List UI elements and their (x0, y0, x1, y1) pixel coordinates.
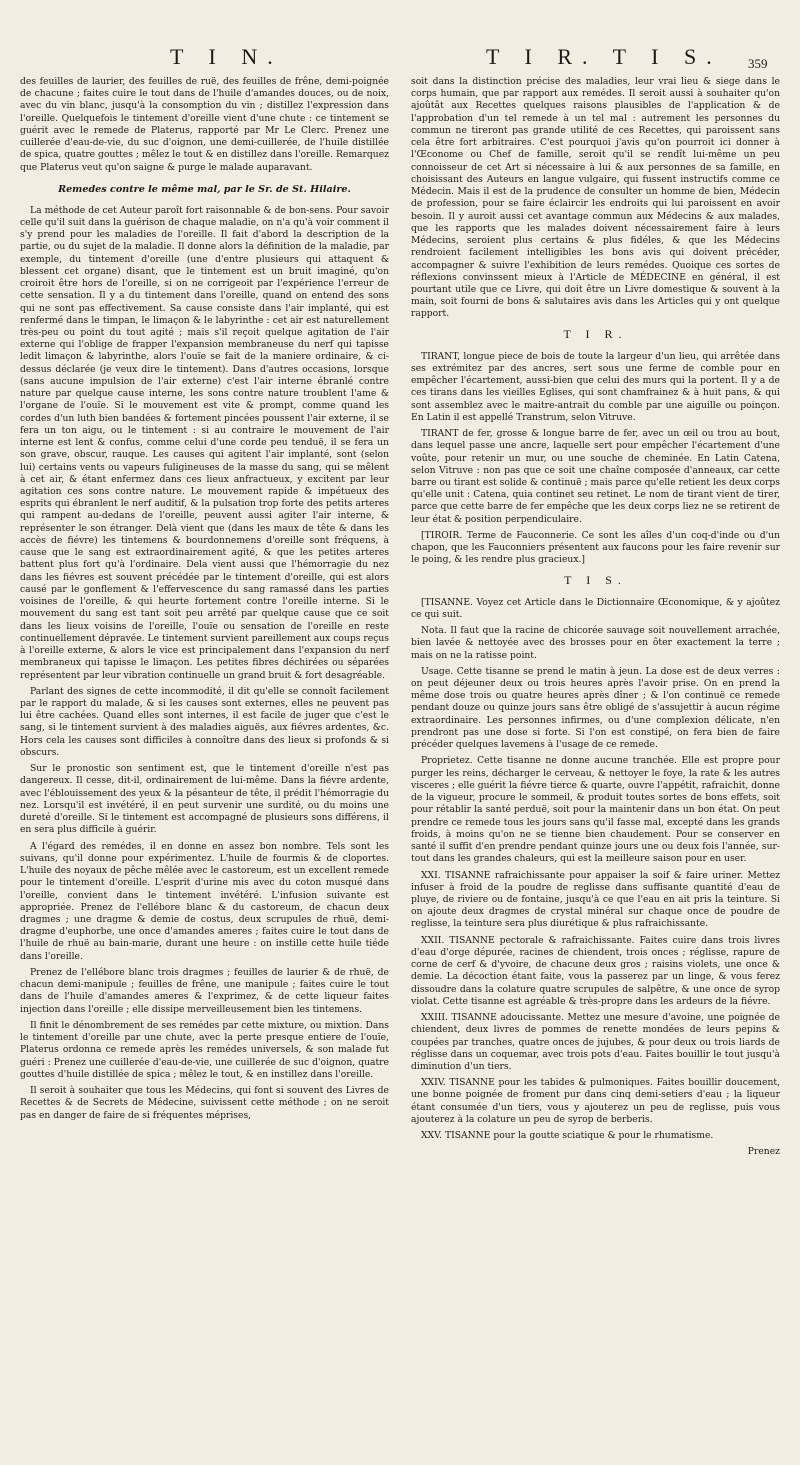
recipe-xxiii: XXIII. TISANNE adoucissante. Mettez une mesure d'avoine, une poignée de chiendent, deux livres de pommes de renette mondées de leurs pepins & coupées par tranches, quatre onces de jujubes, & pour deux ou trois liards de réglisse dans un coquemar, avec trois pots d'eau. Faites bouillir le tout jusqu'à diminution d'un tiers. (411, 1012, 780, 1073)
paragraph: La méthode de cet Auteur paroît fort raisonnable & de bon-sens. Pour savoir celle qu'il suit dans la guérison de chaque maladie, on n'a qu'à voir comment il s'y prend pour les maladies de l'oreille. Il fait d'abord la description de la partie, ou du sujet de la maladie. Il donne alors la définition de la maladie, par exemple, du tintement d'oreille (une d'entre plusieurs qui attaquent & blessent cet organe) disant, que le tintement est un bruit imaginé, qu'on croiroit être hors de l'oreille, si on ne corrigeoit par l'expérience l'erreur de cette sensation. Il y a du tintement dans l'oreille, quand on entend des sons qui ne sont pas effectivement. Sa cause consiste dans l'air implanté, qui est renfermé dans le timpan, le limaçon & le labyrinthe : cet air est naturellement très-peu ou point du tout agité ; mais s'il reçoit quelque agitation de l'air externe qui l'oblige de frapper l'expansion membraneuse du nerf qui tapisse ledit limaçon & labyrinthe, alors l'ouïe se fait de la maniere ordinaire, & ci-dessus déclarée (je veux dire le tintement). Dans d'autres occasions, lorsque (sans aucune impulsion de l'air externe) c'est l'air interne ébranlé contre nature par quelque cause interne, les sons contre nature troublent l'ame & l'organe de l'ouïe. Si le mouvement est vite & prompt, comme quand les cordes d'un luth bien bandées & fortement pincées poussent l'air externe, il se fera un ton aigu, ou le tintement : si au contraire le mouvement de l'air interne est lent & confus, comme celui d'une corde peu tenduë, il se fera un son grave, obscur, rauque. Les causes qui agitent l'air implanté, sont (selon lui) certains vents ou vapeurs fuligineuses de la masse du sang, qui se mêlent à cet air, & étant enfermez dans ces lieux anfractueux, y excitent par leur agitation ces sons contre nature. Le mouvement rapide & impétueux des esprits qui ébranlent le nerf auditif, & la pulsation trop forte des petits arteres qui rampent au-dedans de l'oreille, peuvent aussi agiter l'air interne, & représenter le son étranger. Delà vient que (dans les maux de tête & dans les accès de fiévre) les tintemens & bourdonnemens d'oreille sont fréquens, à cause que le sang est extraordinairement agité, & que les petites arteres battent plus fort qu'à l'ordinaire. Dela vient aussi que l'hémorragie du nez dans les fiévres est souvent précédée par le tintement d'oreille, qui est alors causé par le gonflement & l'effervescence du sang ramassé dans les parties voisines de l'oreille, & qui heurte fortement contre l'oreille interne. Si le mouvement du sang est tant soit peu arrêté par quelque cause que ce soit dans les lieux voisins de l'oreille, l'ouïe ou sensation de l'oreille en reste continuellement dépravée. Le tintement survient pareillement aux coups reçus à l'oreille externe, & alors le vice est principalement dans l'expansion du nerf membraneux qui tapisse le limaçon. Les petites fibres déchirées ou séparées représentent par leur vibration continuelle un grand bruit & fort desagréable. (20, 204, 389, 681)
recipe-xxii: XXII. TISANNE pectorale & rafraichissante. Faites cuire dans trois livres d'eau d'orge dépurée, racines de chiendent, trois onces ; réglisse, rapure de corne de cerf & d'yvoire, de chacune deux gros ; raisins violets, une once & demie. La décoction étant faite, vous la passerez par un linge, & vous ferez dissoudre dans la colature quatre scrupules de salpêtre, & une once de syrop violat. Cette tisanne est agréable & très-propre dans les ardeurs de la fiévre. (411, 934, 780, 1007)
recipe-xxv: XXV. TISANNE pour la goutte sciatique & pour le rhumatisme. (421, 1130, 714, 1142)
paragraph: Sur le pronostic son sentiment est, que le tintement d'oreille n'est pas dangereux. Il cesse, dit-il, ordinairement de lui-même. Dans la fiévre ardente, avec l'éblouissement des yeux & la pésanteur de tête, il prédit l'hémorragie du nez. Lorsqu'il est invétéré, il en peut survenir une surdité, ou du moins une dureté d'oreille. Si le tintement est accompagné de plusieurs sons différens, il en sera plus difficile à guérir. (20, 763, 389, 836)
properties-paragraph: Proprietez. Cette tisanne ne donne aucune tranchée. Elle est propre pour purger les reins, décharger le cerveau, & nettoyer le foye, la rate & les autres visceres ; elle guérit la fiévre tierce & quarte, ouvre l'appétit, rafraichit, donne de la vigueur, procure le sommeil, & produit toutes sortes de bons effets, soit pour rétablir la santé perduë, soit pour la maintenir dans un bon état. On peut prendre ce remede tous les jours sans qu'il fasse mal, excepté dans les grands froids, à moins qu'on ne se tienne bien chaudement. Pour se conserver en santé il suffit d'en prendre pendant quinze jours une ou deux fois l'année, sur-tout dans les grandes chaleurs, qui est la meilleure saison pour en user. (411, 755, 780, 865)
entry-tisanne: [TISANNE. Voyez cet Article dans le Dictionnaire Œconomique, & y ajoûtez ce qui suit. (411, 596, 780, 620)
text-columns (20, 76, 780, 1159)
entry-tirant: TIRANT, longue piece de bois de toute la largeur d'un lieu, qui arrêtée dans ses extrémitez par des ancres, sert sous une ferme de comble pour en empêcher l'écartement, aussi-bien que celui des murs qui la portent. Il y a de ces tirans dans les vieilles Eglises, qui sont chamfrainez & à huit pans, & qui sont assemblez avec le maitre-antrait du comble par une aiguille ou poinçon. En Latin il est appellé Transtrum, selon Vitruve. (411, 350, 780, 423)
paragraph: A l'égard des remédes, il en donne en assez bon nombre. Tels sont les suivans, qu'il donne pour expérimentez. L'huile de fourmis & de cloportes. L'huile des noyaux de pêche mêlée avec le castoreum, est un excellent remede pour le tintement d'oreille. L'esprit d'urine mis avec du coton musqué dans l'oreille, convient dans le tintement invétéré. L'infusion suivante est appropriée. Prenez de l'ellébore blanc & du castoreum, de chacun deux dragmes ; une dragme & demie de costus, deux scrupules de rhuë, demi-dragme d'euphorbe, une once d'amandes ameres ; faites cuire le tout dans de l'huile de rhuë au bain-marie, durant une heure : on instille cette huile tiéde dans l'oreille. (20, 840, 389, 962)
page-number: 359 (748, 56, 768, 71)
entry-tiroir: [TIROIR. Terme de Fauconnerie. Ce sont les aîles d'un coq-d'inde ou d'un chapon, que les Fauconniers présentent aux faucons pour les faire revenir sur le poing, & les rendre plus gracieux.] (411, 529, 780, 566)
running-head-right: T I R. T I S. (486, 44, 722, 69)
recipe-xxi: XXI. TISANNE rafraichissante pour appaiser la soif & faire uriner. Mettez infuser à froid de la poudre de reglisse dans suffisante quantité d'eau de pluye, de riviere ou de fontaine, jusqu'à ce que l'eau en ait pris la teinture. Si on ajoute deux dragmes de crystal minéral sur chaque once de poudre de reglisse, la teinture sera plus diurétique & plus rafraichissante. (411, 869, 780, 930)
paragraph: Il seroit à souhaiter que tous les Médecins, qui font si souvent des Livres de Recettes & de Secrets de Médecine, suivissent cette méthode ; on ne seroit pas en danger de faire de si fréquentes méprises, (20, 1085, 389, 1121)
left-column (20, 76, 389, 1159)
paragraph: des feuilles de laurier, des feuilles de ruë, des feuilles de frêne, demi-poignée de chacune ; faites cuire le tout dans de l'huile d'amandes douces, ou de noix, avec du vin blanc, jusqu'à la consomption du vin ; distillez l'expression dans l'oreille. Quelquefois le tintement d'oreille vient d'une chute : ce tintement se guérit avec le remede de Platerus, rapporté par Mr Le Clerc. Prenez une cuillerée d'eau-de-vie, du suc d'oignon, une demi-cuillerée, de l'huile distillée de spica, quatre gouttes ; mêlez le tout & en distillez dans l'oreille. Remarquez que Platerus veut qu'on saigne & purge le malade auparavant. (20, 76, 389, 173)
recipe-xxiv: XXIV. TISANNE pour les tabides & pulmoniques. Faites bouillir doucement, une bonne poignée de froment pur dans cinq demi-setiers d'eau ; la liqueur étant consumée d'un tiers, vous y ajouterez un peu de reglisse, puis vous ajouterez à la colature un peu de syrop de berberis. (411, 1077, 780, 1125)
section-heading-tir: T I R. (563, 326, 628, 341)
paragraph: Prenez de l'ellébore blanc trois dragmes ; feuilles de laurier & de rhuë, de chacun demi-manipule ; feuilles de frêne, une manipule ; faites cuire le tout dans de l'huile d'amandes ameres & l'exprimez, & de cette liqueur faites injection dans l'oreille ; elle dissipe merveilleusement bien les tintemens. (20, 966, 389, 1015)
entry-tirant-de-fer: TIRANT de fer, grosse & longue barre de fer, avec un œil ou trou au bout, dans lequel passe une ancre, laquelle sert pour empêcher l'écartement d'une voûte, pour retenir un mur, ou une souche de cheminée. En Latin Catena, selon Vitruve : non pas que ce soit une chaîne composée d'anneaux, car cette barre ou tirant est solide & continuë ; mais parce qu'elle retient les deux corps qu'elle unit : Catena, quia continet seu retinet. Le nom de tirant vient de tirer, parce que cette barre de fer empêche que les deux corps liez ne se retirent de leur état & position perpendiculaire. (411, 428, 781, 525)
usage-paragraph: Usage. Cette tisanne se prend le matin à jeun. La dose est de deux verres : on peut déjeuner deux ou trois heures après l'avoir prise. On en prend la même dose trois ou quatre heures après dîner ; & l'on continuë ce remede pendant douze ou quinze jours sans être obligé de s'assujettir à aucun régime extraordinaire. Les personnes infirmes, ou d'une complexion délicate, n'en prendront pas une dose si forte. Si l'on est constipé, on fera bien de faire précéder quelques lavemens à l'usage de ce remede. (411, 665, 780, 751)
paragraph: Il finit le dénombrement de ses remédes par cette mixture, ou mixtion. Dans le tintement d'oreille par une chute, avec la perte presque entiere de l'ouïe, Platerus ordonna ce remede après les remédes universels, & son malade fut guéri : Prenez une cuillerée d'eau-de-vie, une cuillerée de suc d'oignon, quatre gouttes d'huile distillée de spica ; mêlez le tout, & en instillez dans l'oreille. (20, 1019, 389, 1080)
paragraph: soit dans la distinction précise des maladies, leur vrai lieu & siege dans le corps humain, que par rapport aux remédes. Il seroit aussi à souhaiter qu'on ajoûtât aux Recettes quelques raisons plausibles de l'application & de l'approbation d'un tel remede à un tel mal : autrement les personnes du commun ne tireront pas grande utilité de ces Recettes, qui paroissent sans cela être fort arbitraires. C'est pourquoi j'avis qu'on pourroit ici donner à l'Œconome ou Chef de famille, seroit qu'il se rendît lui-même un peu connoisseur de cet Art si nécessaire à lui & aux personnes de sa famille, en choisissant des Auteurs en langue vulgaire, qui fussent instructifs comme ce Médecin. Mais il est de la prudence de consulter un homme de bien, Médecin de profession, pour se faire éclaircir les endroits qui lui paroissent en avoir besoin. Il y auroit aussi cet avantage commun aux Médecins & aux malades, que les rapports que les malades doivent nécessairement faire à leurs Médecins, seroient plus certains & plus fidéles, & que les Médecins rendroient facilement intelligibles les bons avis qui doivent précéder, accompagner & suivre l'exhibition de leurs remédes. Quoique ces sortes de réflexions convinssent mieux à l'Article de MÉDECINE en général, il est pourtant utile que ce Livre, qui doit être un Livre domestique & souvent à la main, soit fourni de bons & salutaires avis dans les Articles qui y ont quelque rapport. (411, 76, 780, 320)
section-subheading: Remedes contre le même mal, par le Sr. de St. Hilaire. (58, 183, 351, 195)
right-column (411, 76, 780, 1159)
section-heading-tis: T I S. (564, 572, 627, 587)
note-paragraph: Nota. Il faut que la racine de chicorée sauvage soit nouvellement arrachée, bien lavée & nettoyée avec des brosses pour en ôter exactement la terre ; mais on ne la ratisse point. (411, 625, 780, 661)
running-head-left: T I N. (170, 44, 283, 69)
running-head (0, 44, 800, 74)
paragraph: Parlant des signes de cette incommodité, il dit qu'elle se connoît facilement par le rapport du malade, & si les causes sont externes, elles ne peuvent pas lui être cachées. Quand elles sont internes, il est facile de juger que c'est le sang, si le tintement survient à des maladies aiguës, aux fiévres ardentes, &c. Hors cela les causes sont difficiles à connoître dans des lieux si profonds & si obscurs. (20, 685, 389, 758)
catchword: Prenez (747, 1146, 780, 1158)
